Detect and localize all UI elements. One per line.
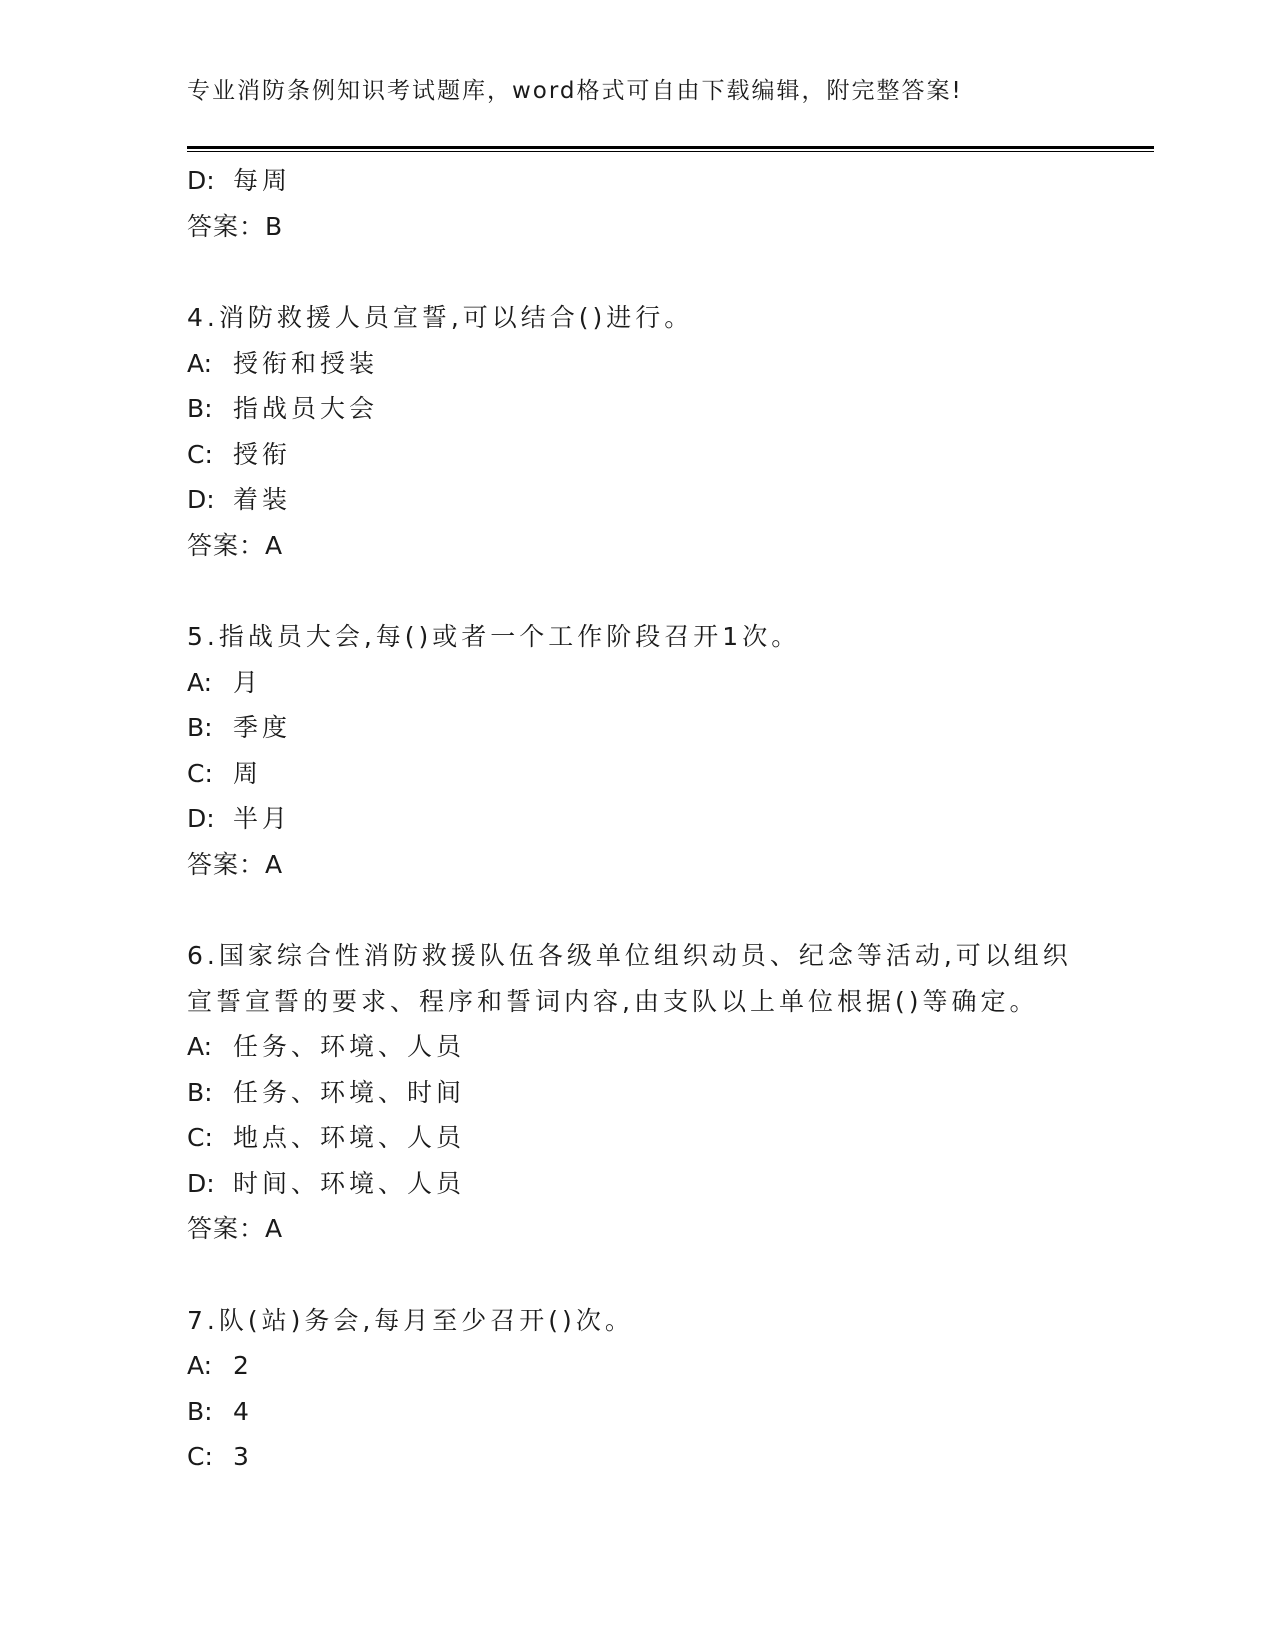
option-letter: B: <box>187 394 213 423</box>
question-list <box>187 158 1147 1480</box>
spacer <box>187 249 1147 295</box>
answer-line: 答案：A <box>187 530 284 560</box>
option-text: 任务、环境、人员 <box>233 1032 466 1061</box>
option-letter: C: <box>187 439 213 469</box>
option-line <box>187 1161 1147 1207</box>
question-text: 5.指战员大会,每()或者一个工作阶段召开1次。 <box>187 622 801 651</box>
page-header: 专业消防条例知识考试题库，word格式可自由下载编辑，附完整答案! <box>187 78 963 104</box>
option-letter: A: <box>187 667 213 697</box>
option-text: 地点、环境、人员 <box>233 1123 466 1152</box>
question-text: 4.消防救援人员宣誓,可以结合()进行。 <box>187 303 694 332</box>
option-line <box>187 477 1147 523</box>
header-rule-thin <box>187 151 1154 152</box>
option-line <box>187 751 1147 797</box>
option-line <box>187 796 1147 842</box>
option-line <box>187 1343 1147 1389</box>
option-text: 任务、环境、时间 <box>233 1077 466 1107</box>
option-line <box>187 660 1147 706</box>
option-text: 着装 <box>233 485 292 514</box>
option-text: 时间、环境、人员 <box>233 1168 466 1198</box>
question-5 <box>187 614 1147 887</box>
answer-line: 答案：A <box>187 849 284 879</box>
option-text: 半月 <box>233 804 292 833</box>
option-text: 4 <box>233 1396 253 1426</box>
option-text: 月 <box>233 667 263 697</box>
answer-line: 答案：B <box>187 211 284 241</box>
option-letter: A: <box>187 1032 213 1061</box>
spacer <box>187 1252 1147 1298</box>
option-letter: C: <box>187 758 213 788</box>
question-6 <box>187 933 1147 1252</box>
spacer <box>187 568 1147 614</box>
spacer <box>187 887 1147 933</box>
option-line <box>187 1434 1147 1480</box>
option-letter: C: <box>187 1123 213 1152</box>
option-letter: B: <box>187 713 213 742</box>
option-text: 3 <box>233 1442 253 1471</box>
option-line <box>187 1389 1147 1435</box>
question-text: 6.国家综合性消防救援队伍各级单位组织动员、纪念等活动,可以组织 <box>187 941 1072 970</box>
option-line <box>187 432 1147 478</box>
option-line <box>187 705 1147 751</box>
option-letter: C: <box>187 1442 213 1471</box>
option-text: 每周 <box>233 166 292 195</box>
option-text: 季度 <box>233 713 292 742</box>
option-line <box>187 341 1147 387</box>
question-fragment <box>187 158 1147 249</box>
option-letter: B: <box>187 1077 213 1107</box>
option-line <box>187 1070 1147 1116</box>
option-letter: A: <box>187 348 213 378</box>
question-text: 7.队(站)务会,每月至少召开()次。 <box>187 1305 634 1335</box>
option-text: 周 <box>233 758 263 788</box>
option-letter: D: <box>187 804 215 833</box>
option-text: 授衔和授装 <box>233 348 379 378</box>
option-letter: D: <box>187 1168 215 1198</box>
question-7 <box>187 1298 1147 1480</box>
option-text: 2 <box>233 1351 253 1380</box>
option-line <box>187 1115 1147 1161</box>
option-line <box>187 1024 1147 1070</box>
option-letter: D: <box>187 166 215 195</box>
header-rule-thick <box>187 146 1154 149</box>
option-line <box>187 386 1147 432</box>
option-letter: B: <box>187 1396 213 1426</box>
question-4 <box>187 295 1147 568</box>
option-letter: A: <box>187 1351 213 1380</box>
question-text-continued: 宣誓宣誓的要求、程序和誓词内容,由支队以上单位根据()等确定。 <box>187 986 1039 1016</box>
option-text: 授衔 <box>233 439 292 469</box>
option-letter: D: <box>187 485 215 514</box>
option-text: 指战员大会 <box>233 394 379 423</box>
answer-line: 答案：A <box>187 1214 284 1243</box>
option-line <box>187 158 1147 204</box>
